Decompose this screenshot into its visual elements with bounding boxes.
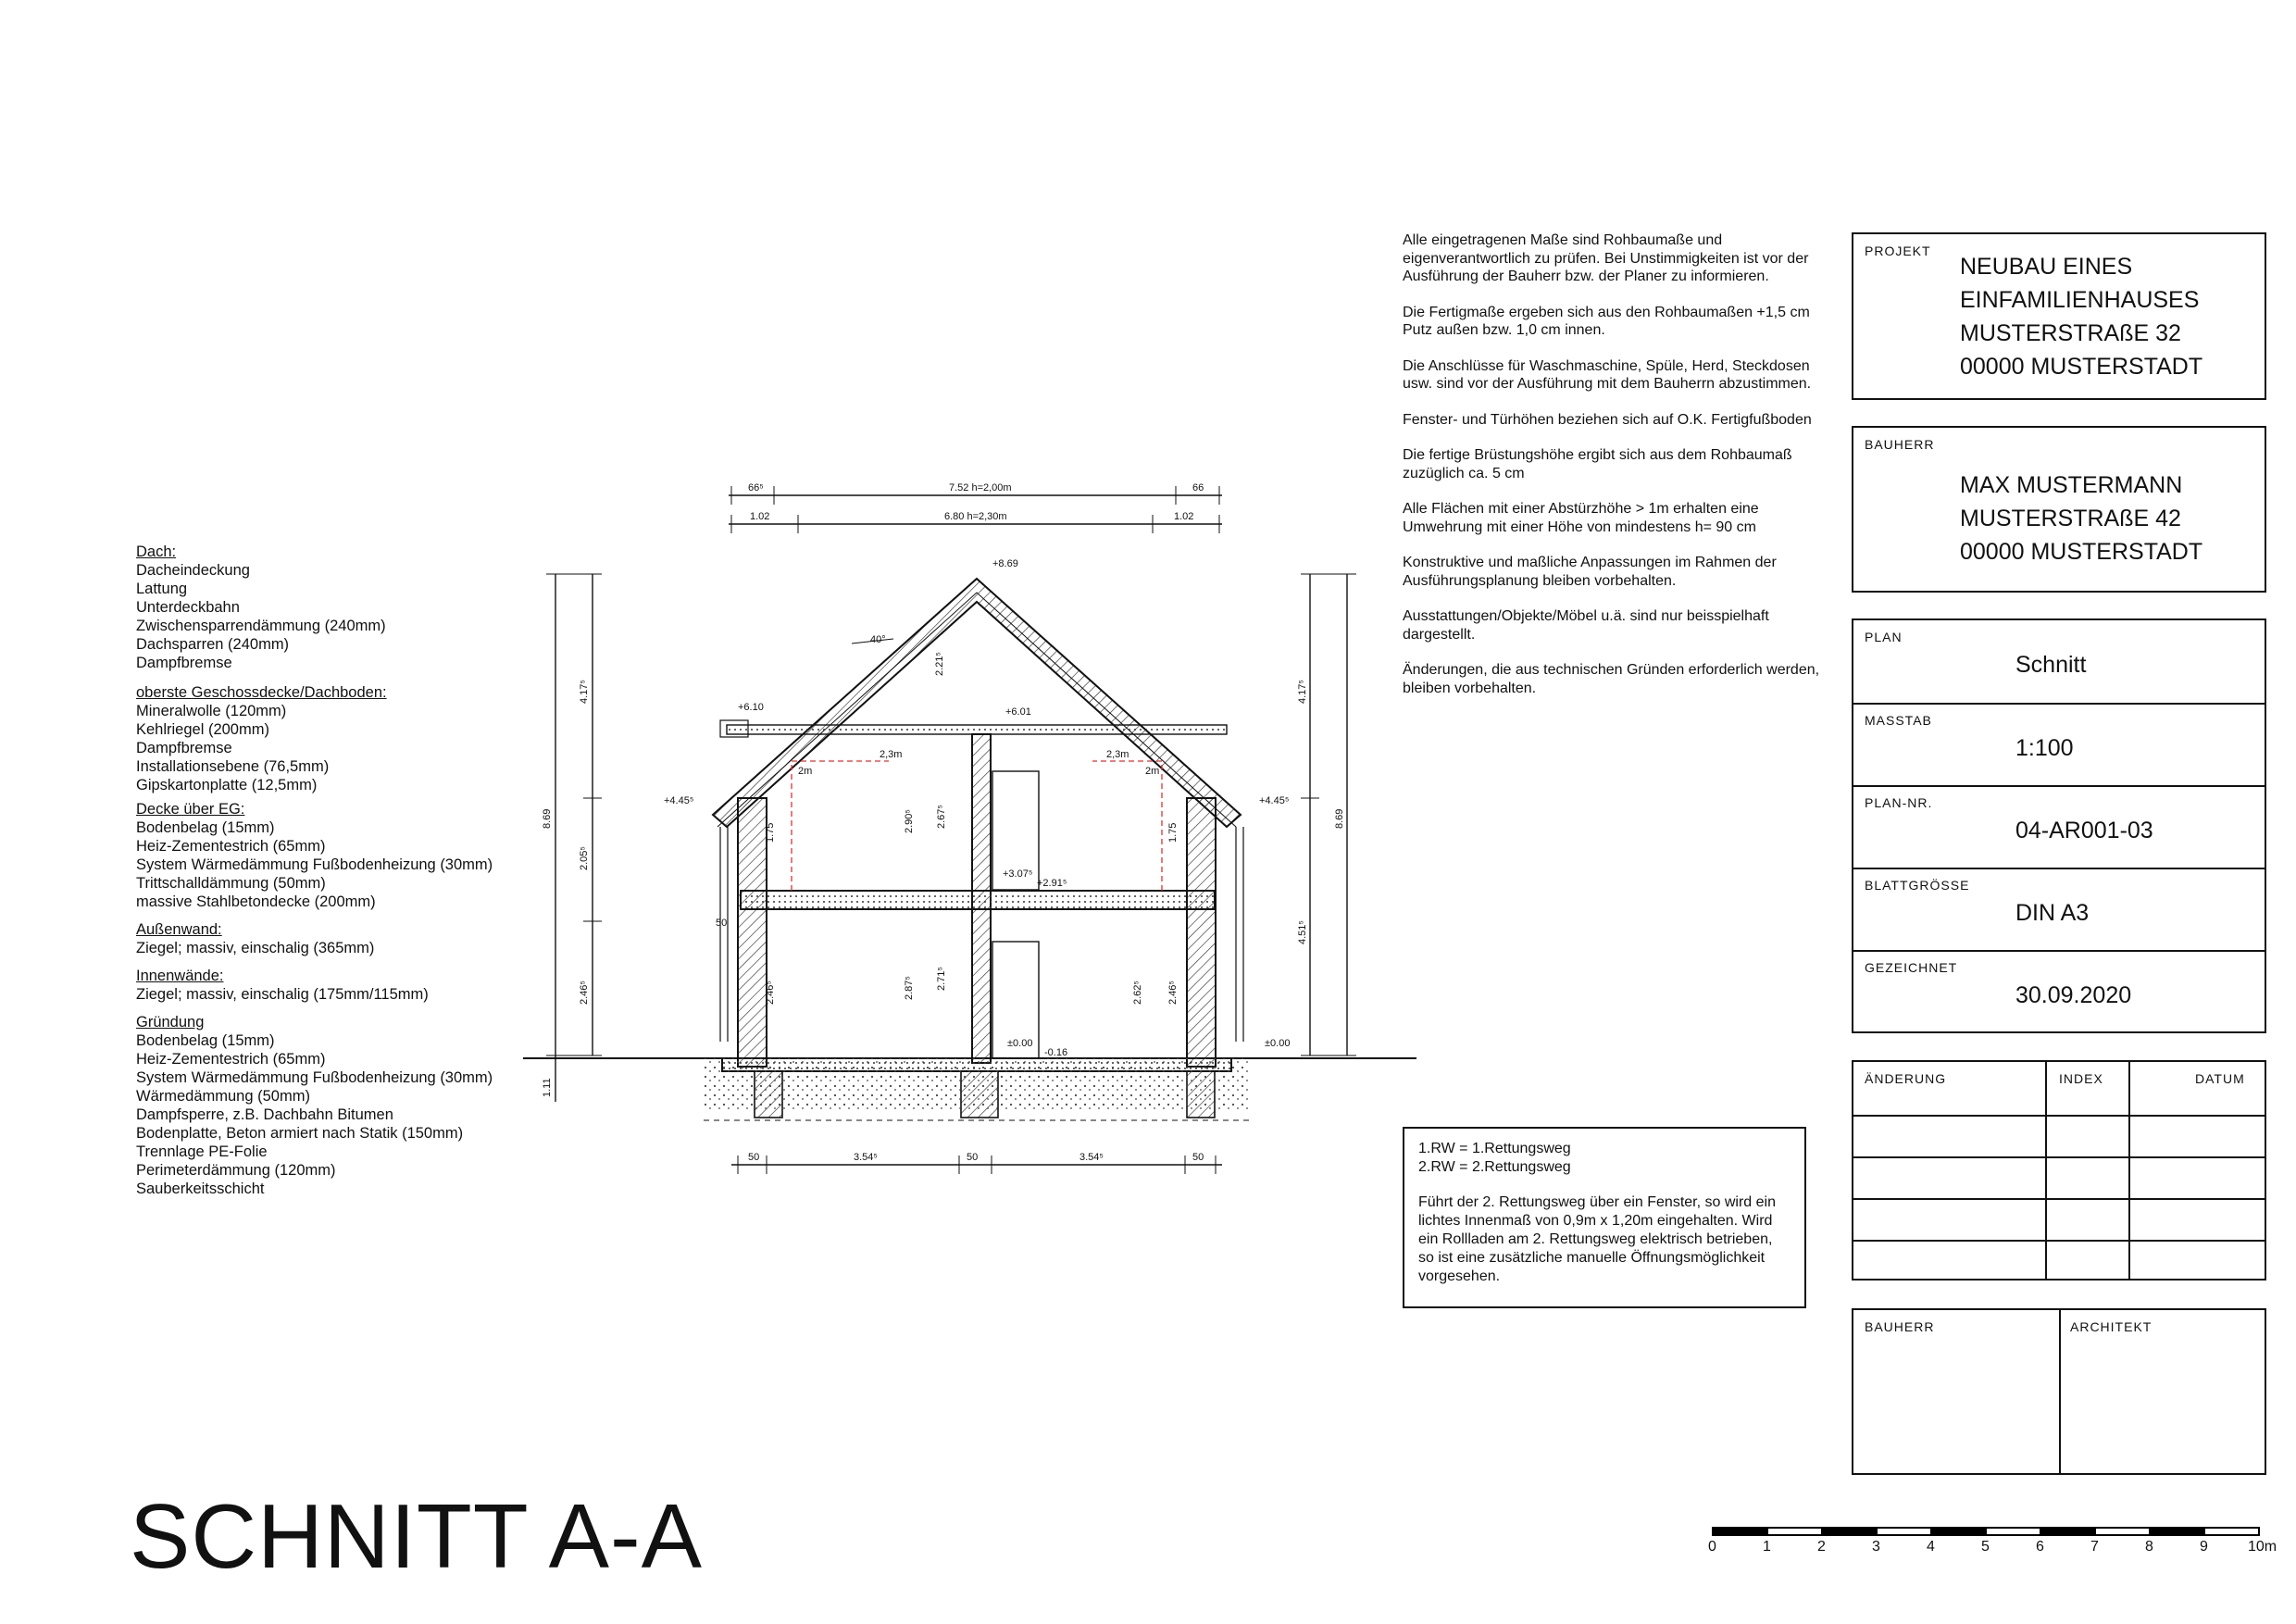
legend-item: Ziegel; massiv, einschalig (365mm) [136,940,375,956]
label-datum: DATUM [2195,1071,2245,1086]
dim-text: 4.17⁵ [1297,680,1308,704]
dim-text: 1.75 [1167,822,1179,843]
roof-angle: 40° [870,634,886,645]
rw-line-2: 2.RW = 2.Rettungsweg [1418,1159,1571,1175]
legend-item: Dampfsperre, z.B. Dachbahn Bitumen [136,1106,393,1123]
scale-label: 3 [1872,1539,1880,1555]
legend-item: Trennlage PE-Folie [136,1143,268,1160]
massstab-value: 1:100 [2015,735,2074,761]
rettungsweg-box [1403,1127,1806,1308]
legend-item: System Wärmedämmung Fußbodenheizung (30mm) [136,856,493,873]
revision-table [1852,1060,2266,1280]
legend-item: Wärmedämmung (50mm) [136,1088,310,1105]
legend-item: Heiz-Zementestrich (65mm) [136,838,326,855]
signature-block [1852,1308,2266,1475]
scale-label: 1 [1763,1539,1771,1555]
plannr-value: 04-AR001-03 [2015,818,2153,843]
dim-text: 2.21⁵ [934,652,945,676]
level-og: +3.07⁵ [1003,868,1033,880]
attic-slab [727,725,1227,734]
titleblock-projekt [1852,232,2266,400]
level-ridge: +8.69 [992,558,1018,569]
legend-item: Dampfbremse [136,740,232,756]
scale-bar [1713,1528,2259,1535]
label-aenderung: ÄNDERUNG [1865,1071,1947,1086]
level-eg-2: -0.16 [1044,1047,1068,1058]
projekt-line: NEUBAU EINES [1960,254,2133,280]
dim-text: 4.51⁵ [1297,920,1308,944]
scale-label: 0 [1708,1539,1716,1555]
level-og-2: +2.91⁵ [1037,878,1067,889]
projekt-value [1960,250,2202,383]
dim-text: 3.54⁵ [854,1152,878,1163]
dim-text: 66 [1192,482,1204,493]
legend-item: Sauberkeitsschicht [136,1181,265,1197]
titleblock-plan [1852,618,2266,1033]
dim-text: 3.54⁵ [1079,1152,1104,1163]
dim-text: 2,3m [1106,749,1129,760]
projekt-line: EINFAMILIENHAUSES [1960,287,2200,313]
level-ceiling-mid: +6.01 [1005,706,1031,718]
label-projekt: PROJEKT [1865,244,1931,258]
legend-item: massive Stahlbetondecke (200mm) [136,893,376,910]
legend-heading-dach: Dach: [136,543,177,560]
level-eave-right: +4.45⁵ [1259,795,1290,806]
dim-text: 4.17⁵ [579,680,590,704]
dim-text: 2.05⁵ [579,846,590,870]
note: Alle Flächen mit einer Abstürzhöhe > 1m erhalten eine Umwehrung mit einer Höhe von mindestens h= 90 cm [1403,501,1759,535]
blatt-value: DIN A3 [2015,900,2090,926]
level-ceiling-left: +6.10 [738,702,764,713]
wall-left [738,798,767,1067]
dim-text: 2m [1145,766,1160,777]
legend-item: Ziegel; massiv, einschalig (175mm/115mm) [136,986,429,1003]
bauherr-line: MUSTERSTRAßE 42 [1960,506,2181,531]
scale-label: 6 [2036,1539,2044,1555]
legend-item: Unterdeckbahn [136,599,240,616]
note: Die Fertigmaße ergeben sich aus den Rohbaumaßen +1,5 cm Putz außen bzw. 1,0 cm innen. [1403,304,1810,338]
label-massstab: MASSTAB [1865,713,1932,728]
scale-label: 4 [1927,1539,1935,1555]
dim-text: 2.67⁵ [936,805,947,829]
dim-text: 8.69 [1334,808,1345,829]
legend-heading-aussenwand: Außenwand: [136,921,222,938]
general-notes [1403,231,1826,715]
legend-item: Lattung [136,581,188,597]
legend-item: Perimeterdämmung (120mm) [136,1162,336,1179]
dim-text: 50 [716,918,728,929]
dim-text: 1.75 [765,822,776,843]
gezeichnet-value: 30.09.2020 [2015,982,2132,1008]
label-blattgroesse: BLATTGRÖSSE [1865,878,1970,893]
note: Die Anschlüsse für Waschmaschine, Spüle, Herd, Steckdosen usw. sind vor der Ausführung mit dem Bauherrn abzustimmen. [1403,357,1812,392]
legend-item: Mineralwolle (120mm) [136,703,287,719]
dim-text: 1.11 [542,1078,553,1097]
legend-heading-decke-eg: Decke über EG: [136,801,245,818]
scale-label: 5 [1981,1539,1990,1555]
scale-label: 8 [2145,1539,2153,1555]
dim-text: 2,3m [880,749,903,760]
label-bauherr: BAUHERR [1865,437,1935,452]
bauherr-value [1960,468,2202,568]
dim-text: 2.46⁵ [765,981,776,1005]
dim-text: 50 [1192,1152,1204,1163]
note: Änderungen, die aus technischen Gründen erforderlich werden, bleiben vorbehalten. [1403,662,1820,696]
dim-text: 8.69 [542,808,553,829]
legend-item: Dachsparren (240mm) [136,636,290,653]
dim-text: 2.46⁵ [579,981,590,1005]
legend-item: Dacheindeckung [136,562,250,579]
wall-right [1187,798,1216,1067]
dim-text: 66⁵ [748,482,764,493]
scale-label: 9 [2200,1539,2208,1555]
dim-text: 2.71⁵ [936,967,947,991]
dim-text: 7.52 h=2,00m [949,482,1012,493]
dim-text: 2.90⁵ [904,809,915,833]
note: Fenster- und Türhöhen beziehen sich auf O.K. Fertigfußboden [1403,411,1812,428]
level-eave-left: +4.45⁵ [664,795,694,806]
rw-line-1: 1.RW = 1.Rettungsweg [1418,1141,1571,1156]
projekt-line: MUSTERSTRAßE 32 [1960,320,2181,346]
legend-item: Heiz-Zementestrich (65mm) [136,1051,326,1068]
legend-heading-gruendung: Gründung [136,1014,205,1031]
label-plannr: PLAN-NR. [1865,795,1933,810]
dim-text: 2.46⁵ [1167,981,1179,1005]
dim-text: 2m [798,766,813,777]
label-sign-bauherr: BAUHERR [1865,1319,1935,1334]
label-sign-architekt: ARCHITEKT [2070,1319,2152,1334]
dim-text: 50 [748,1152,760,1163]
legend-item: Gipskartonplatte (12,5mm) [136,777,318,793]
titleblock-bauherr [1852,426,2266,593]
drawing-title: SCHNITT A-A [130,1485,704,1587]
legend-heading-geschossdecke: oberste Geschossdecke/Dachboden: [136,684,387,701]
legend-heading-innenwaende: Innenwände: [136,968,224,984]
note: Ausstattungen/Objekte/Möbel u.ä. sind nur beisspielhaft dargestellt. [1403,608,1769,643]
plan-value: Schnitt [2015,652,2087,678]
note: Alle eingetragenen Maße sind Rohbaumaße und eigenverantwortlich zu prüfen. Bei Unstimmigkeiten ist vor der Ausführung der Bauherr bzw. der Planer zu informieren. [1403,232,1809,284]
dim-text: 2.62⁵ [1132,981,1143,1005]
dim-text: 6.80 h=2,30m [944,511,1007,522]
bauherr-line: MAX MUSTERMANN [1960,472,2183,498]
note: Konstruktive und maßliche Anpassungen im Rahmen der Ausführungsplanung bleiben vorbehalten. [1403,555,1777,589]
label-index: INDEX [2059,1071,2103,1086]
projekt-line: 00000 MUSTERSTADT [1960,354,2203,380]
dim-text: 1.02 [1174,511,1194,522]
level-eg: ±0.00 [1007,1038,1033,1049]
legend-item: Bodenbelag (15mm) [136,1032,275,1049]
note: Die fertige Brüstungshöhe ergibt sich aus dem Rohbaumaß zuzüglich ca. 5 cm [1403,447,1792,481]
legend-item: Trittschalldämmung (50mm) [136,875,326,892]
label-plan: PLAN [1865,630,1903,644]
scale-label: 7 [2090,1539,2099,1555]
level-ground: ±0.00 [1265,1038,1291,1049]
dim-text: 1.02 [750,511,770,522]
scale-label: 2 [1817,1539,1826,1555]
legend-item: Kehlriegel (200mm) [136,721,269,738]
label-gezeichnet: GEZEICHNET [1865,960,1958,975]
legend-item: Dampfbremse [136,655,232,671]
legend-item: Bodenbelag (15mm) [136,819,275,836]
bauherr-line: 00000 MUSTERSTADT [1960,539,2203,565]
scale-label: 10m [2248,1539,2277,1555]
legend-item: Zwischensparrendämmung (240mm) [136,618,386,634]
legend-item: Installationsebene (76,5mm) [136,758,330,775]
slab-eg [741,891,1215,909]
rw-text: Führt der 2. Rettungsweg über ein Fenster, so wird ein lichtes Innenmaß von 0,9m x 1,20m eingehalten. Wird ein Rollladen am 2. Rettungsweg elektrisch betrieben, so ist eine zusätzliche manuelle Öffnungsmöglichkeit vorgesehen. [1418,1194,1776,1284]
legend-item: System Wärmedämmung Fußbodenheizung (30mm) [136,1069,493,1086]
dim-text: 2.87⁵ [904,976,915,1000]
legend-item: Bodenplatte, Beton armiert nach Statik (150mm) [136,1125,464,1142]
dim-text: 50 [967,1152,979,1163]
